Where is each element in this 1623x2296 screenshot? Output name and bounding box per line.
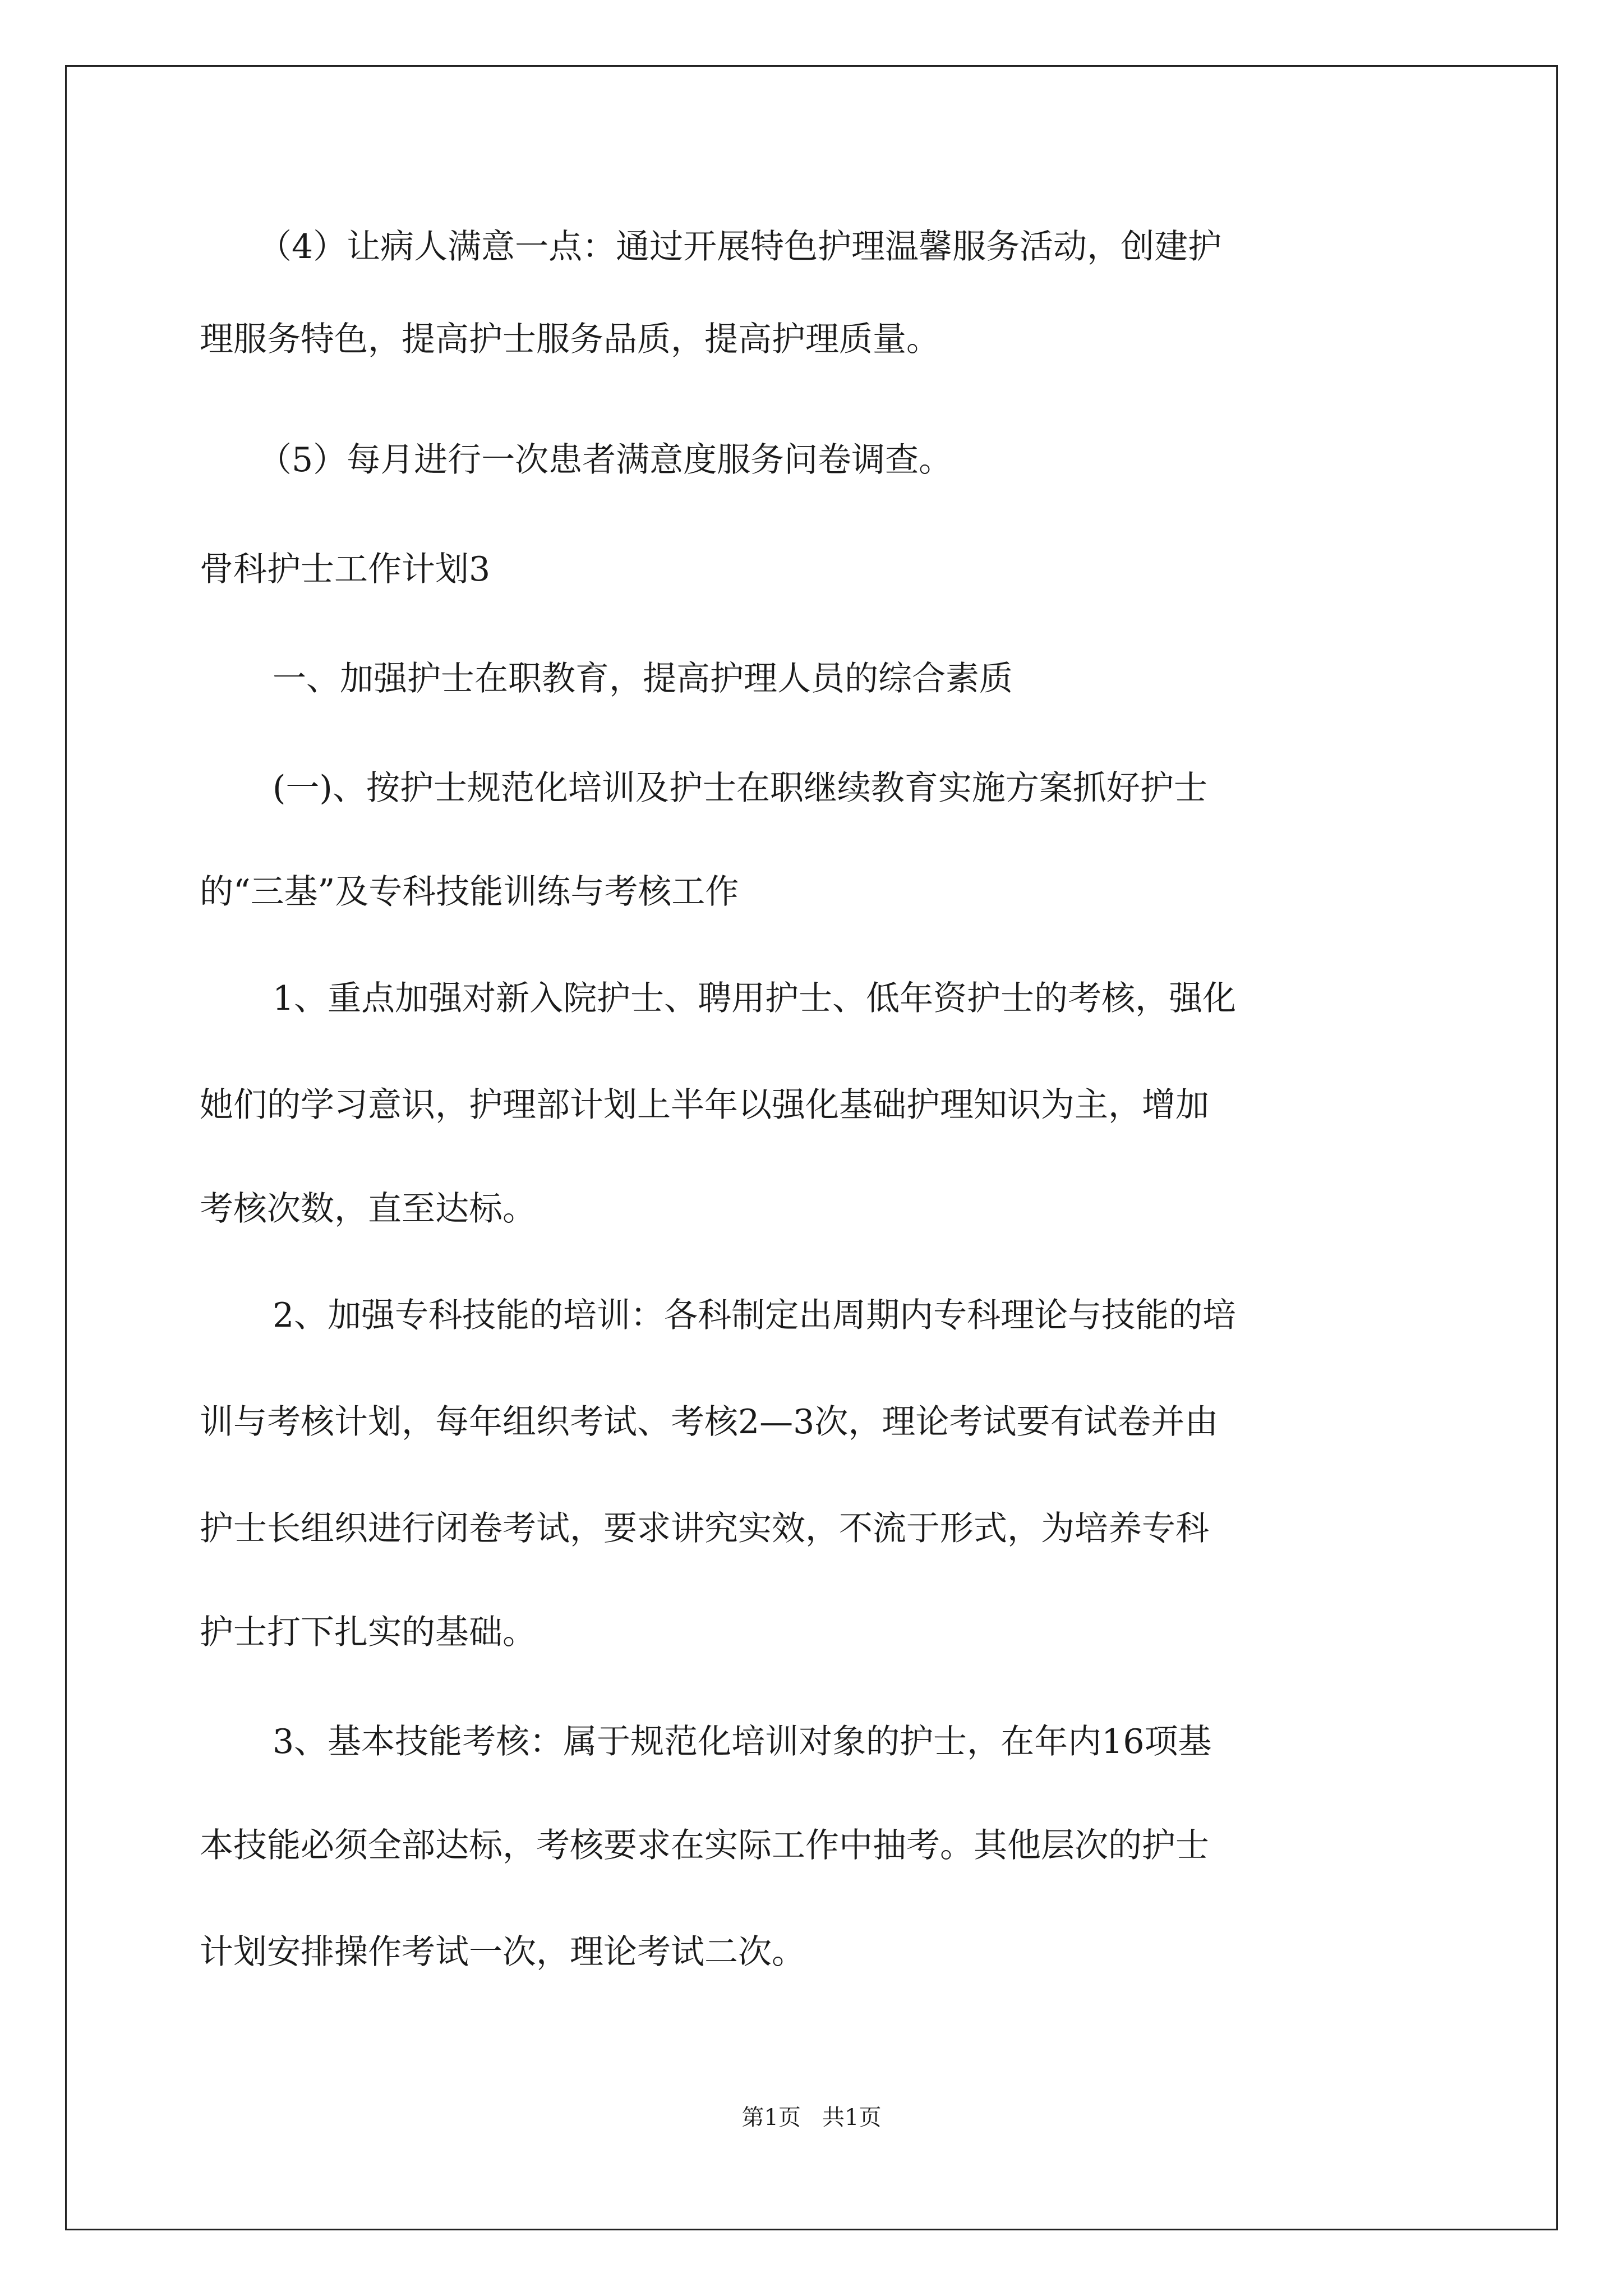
paragraph-line: 1、重点加强对新入院护士、聘用护士、低年资护士的考核，强化 xyxy=(273,979,1237,1018)
paragraph-line: 理服务特色，提高护士服务品质，提高护理质量。 xyxy=(200,320,940,359)
section-heading: 一、加强护士在职教育，提高护理人员的综合素质 xyxy=(273,659,1013,698)
paragraph-line: 本技能必须全部达标，考核要求在实际工作中抽考。其他层次的护士 xyxy=(200,1826,1209,1865)
page-footer: 第1页 共1页 xyxy=(741,2105,882,2131)
section-title: 骨科护士工作计划3 xyxy=(200,550,491,589)
paragraph-line: 护士打下扎实的基础。 xyxy=(200,1613,536,1652)
paragraph-line: 她们的学习意识，护理部计划上半年以强化基础护理知识为主，增加 xyxy=(200,1085,1209,1125)
paragraph-line: 2、加强专科技能的培训：各科制定出周期内专科理论与技能的培 xyxy=(273,1296,1237,1335)
paragraph-line: (一)、按护士规范化培训及护士在职继续教育实施方案抓好护士 xyxy=(273,769,1207,808)
paragraph-line: 训与考核计划，每年组织考试、考核2—3次，理论考试要有试卷并由 xyxy=(200,1402,1219,1442)
paragraph-line: 护士长组织进行闭卷考试，要求讲究实效，不流于形式，为培养专科 xyxy=(200,1509,1209,1548)
paragraph-line: （5）每月进行一次患者满意度服务问卷调查。 xyxy=(258,440,953,480)
paragraph-line: 计划安排操作考试一次，理论考试二次。 xyxy=(200,1932,805,1972)
paragraph-line: 3、基本技能考核：属于规范化培训对象的护士，在年内16项基 xyxy=(273,1722,1212,1761)
paragraph-line: 的“三基”及专科技能训练与考核工作 xyxy=(200,872,739,912)
paragraph-line: 考核次数，直至达标。 xyxy=(200,1189,536,1228)
paragraph-line: （4）让病人满意一点：通过开展特色护理温馨服务活动，创建护 xyxy=(258,227,1222,266)
